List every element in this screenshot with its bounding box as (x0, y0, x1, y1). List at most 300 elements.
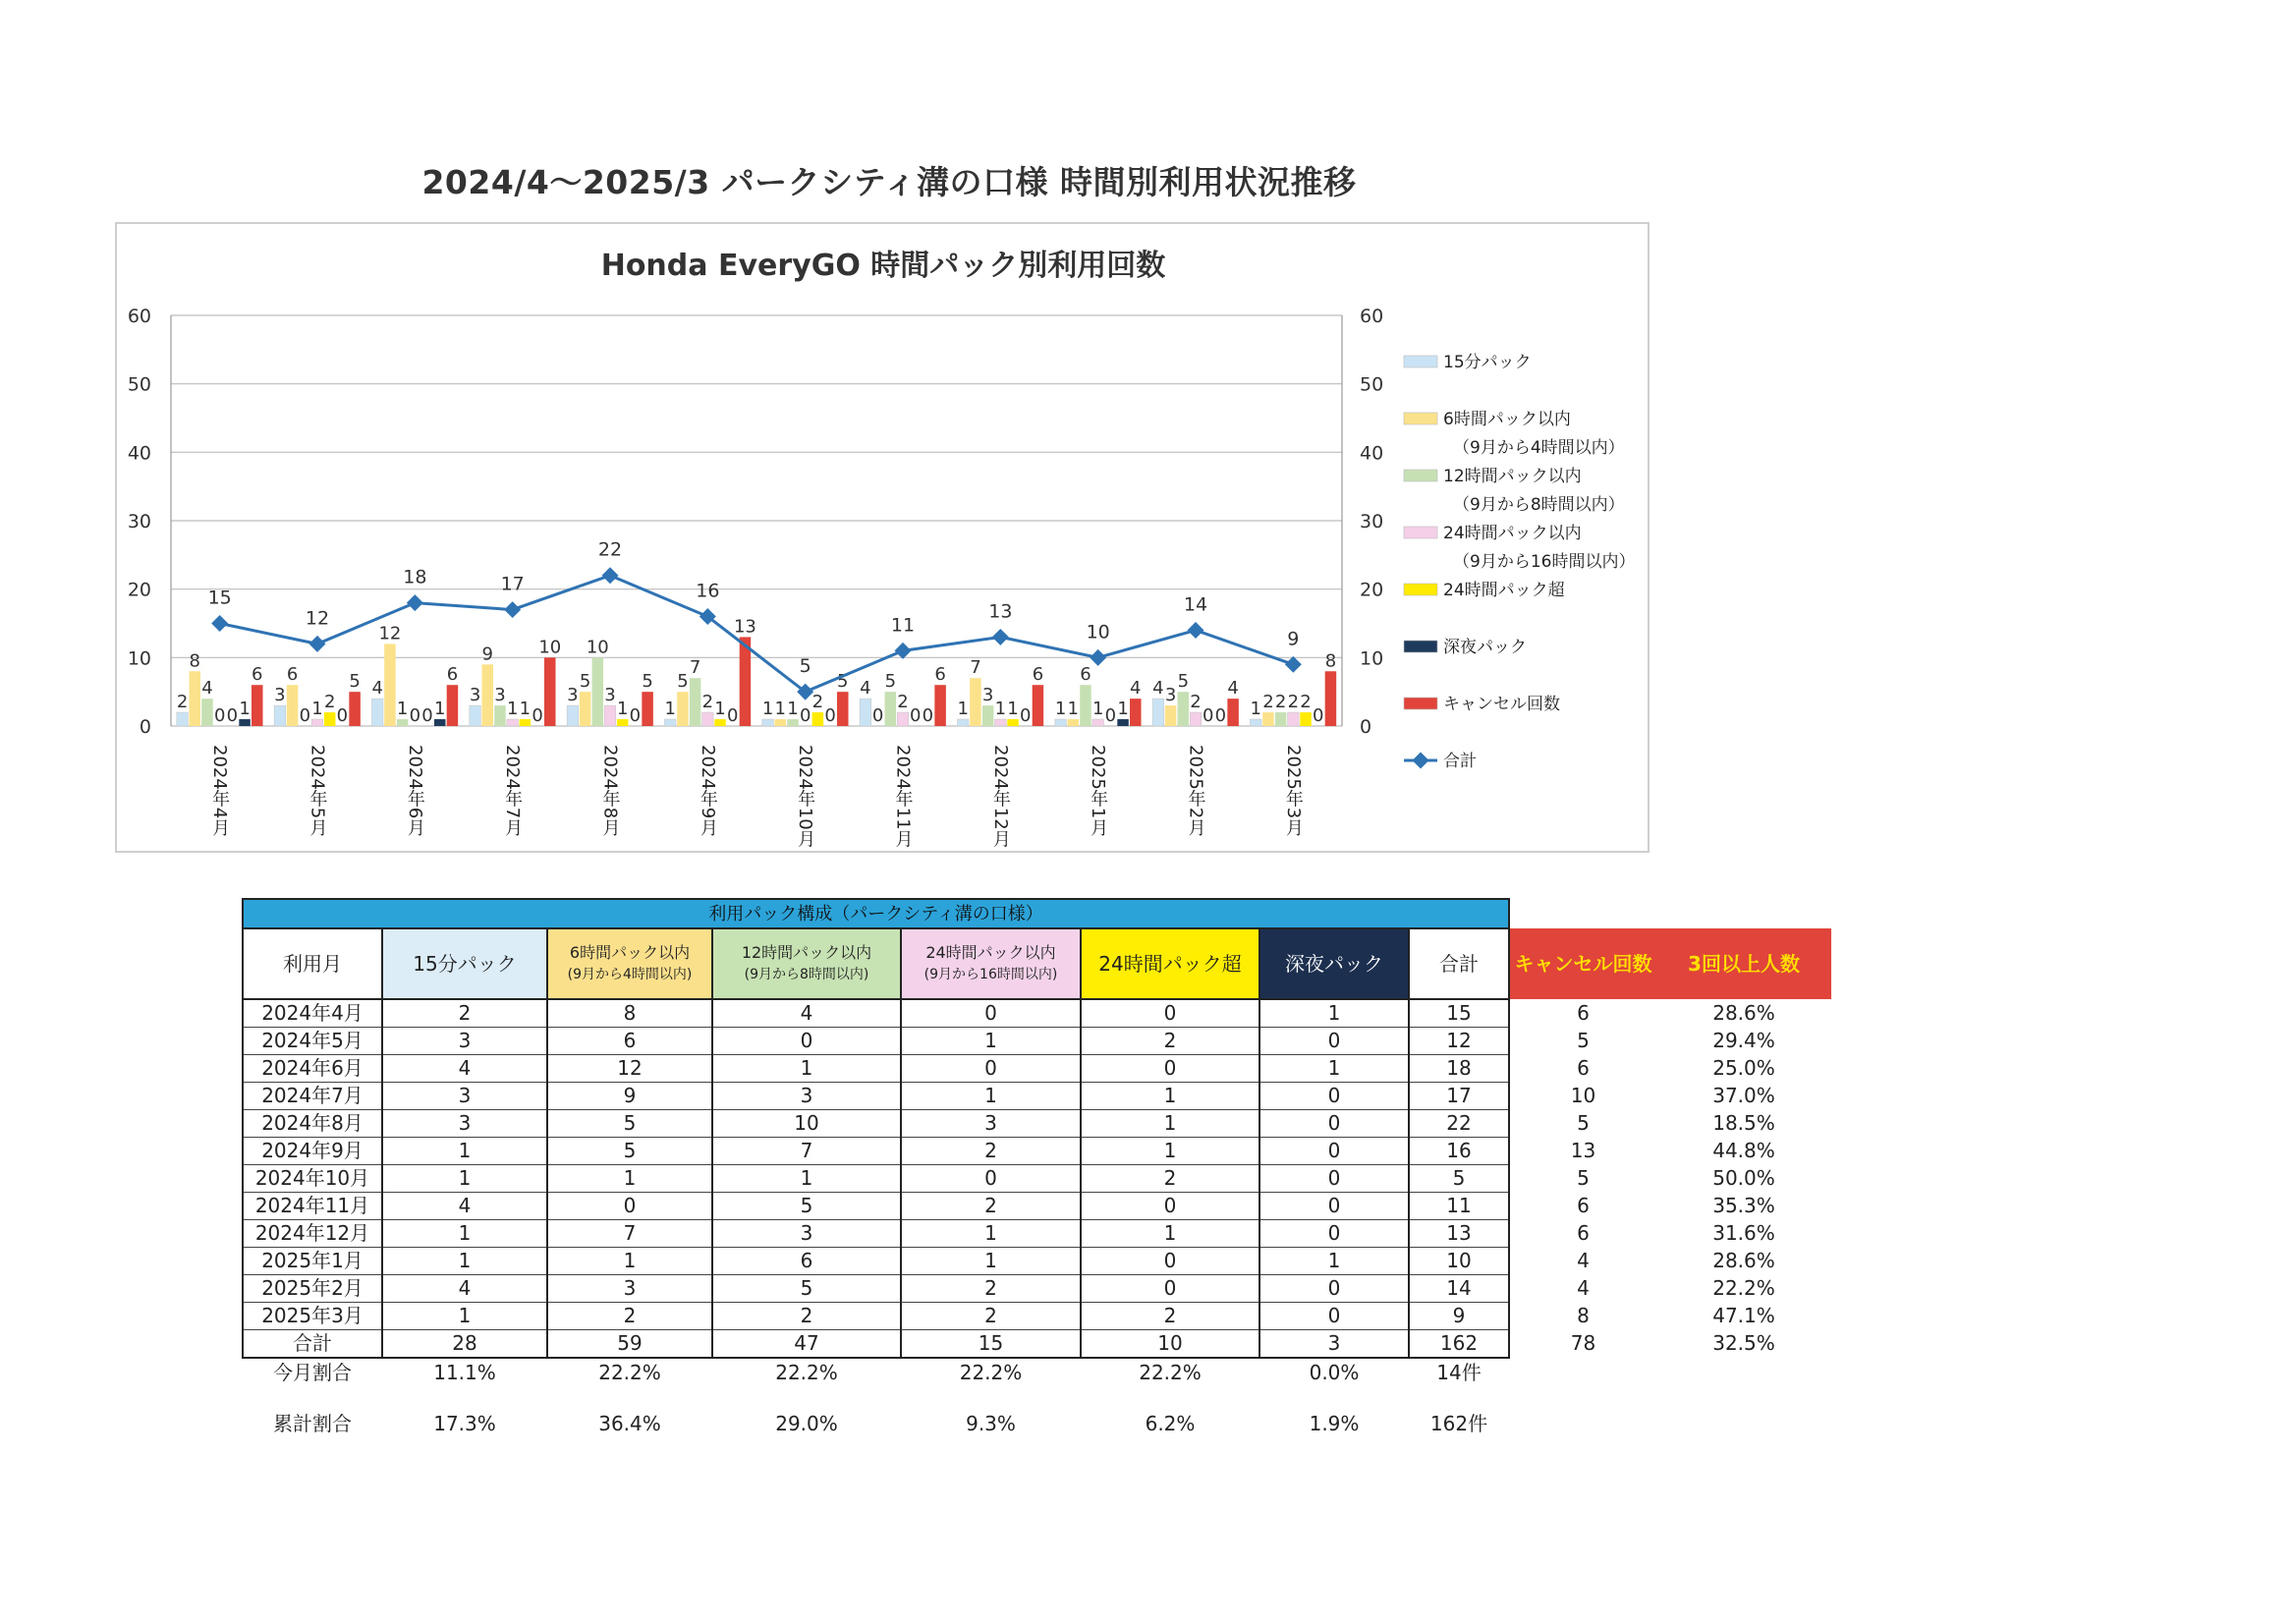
cell-p24o: 2 (1081, 1028, 1259, 1055)
bar-value-label: 2 (1190, 692, 1202, 713)
y-tick-label-left: 10 (127, 647, 151, 670)
bar-p15 (567, 705, 579, 726)
cell-night: 0 (1259, 1165, 1409, 1193)
cell-month: 2024年5月 (243, 1028, 382, 1055)
cell-p24o: 1 (1081, 1220, 1259, 1248)
table-row (243, 1275, 1831, 1303)
x-tick-label: 2025年1月 (1088, 745, 1109, 837)
cell-total: 16 (1409, 1138, 1509, 1165)
bar-value-label: 1 (1054, 699, 1067, 720)
cell-p12h: 7 (712, 1138, 901, 1165)
bar-value-label: 13 (733, 616, 756, 638)
legend-label-p24h: 24時間パック以内 (1443, 524, 1582, 543)
total-point (407, 594, 423, 611)
cell-p15: 3 (382, 1110, 547, 1138)
bar-value-label: 1 (787, 699, 799, 720)
cell-p24h: 1 (901, 1220, 1081, 1248)
cell-p15: 4 (382, 1055, 547, 1083)
bar-value-label: 2 (176, 692, 189, 713)
bar-value-label: 0 (1202, 705, 1214, 726)
cell-month: 累計割合 (273, 1412, 352, 1435)
cell-p12h: 3 (712, 1220, 901, 1248)
cell-p12h: 10 (712, 1110, 901, 1138)
y-tick-label-left: 30 (127, 511, 151, 532)
cell-p12h: 47 (712, 1330, 901, 1359)
bar-value-label: 6 (252, 664, 263, 686)
bar-p6h (287, 685, 299, 726)
cell-month: 2024年9月 (243, 1138, 382, 1165)
header-24h (901, 928, 1081, 999)
bar-value-label: 1 (616, 699, 629, 720)
bar-value-label: 2 (1274, 692, 1287, 713)
legend-label-cancel: キャンセル回数 (1443, 695, 1560, 714)
cell-p6h: 22.2% (598, 1361, 661, 1384)
header-cancel: キャンセル回数 (1509, 928, 1656, 999)
header-repeat: 3回以上人数 (1656, 928, 1831, 999)
cell-p24o: 1 (1081, 1138, 1259, 1165)
bar-value-label: 3 (604, 685, 616, 706)
bar-value-label: 4 (1227, 678, 1239, 700)
bar-value-label: 1 (774, 699, 786, 720)
cell-p24h: 2 (901, 1138, 1081, 1165)
bar-value-label: 6 (1032, 664, 1044, 686)
cell-p15: 1 (382, 1303, 547, 1330)
cell-month: 今月割合 (273, 1361, 352, 1384)
bar-cancel (1325, 671, 1337, 726)
y-tick-label-right: 0 (1360, 716, 1372, 738)
y-tick-label-left: 20 (127, 579, 151, 601)
total-value-label: 11 (890, 614, 916, 637)
bar-p24o (1300, 712, 1312, 726)
cell-month: 2024年4月 (243, 999, 382, 1028)
cell-night: 0 (1259, 1193, 1409, 1220)
x-tick-label: 2024年9月 (697, 745, 718, 837)
bar-cancel (1227, 699, 1239, 726)
cell-cancel: 6 (1577, 1056, 1590, 1080)
header-6h-sub: (9月から4時間以内) (567, 967, 693, 982)
bar-p15 (1250, 719, 1261, 726)
cell-cancel: 78 (1570, 1331, 1596, 1356)
cell-p6h: 59 (547, 1330, 712, 1359)
sum-row (243, 1330, 1831, 1359)
bar-value-label: 0 (909, 705, 922, 726)
total-value-label: 5 (799, 655, 811, 678)
cell-p24o: 2 (1081, 1165, 1259, 1193)
bar-p12h (885, 692, 897, 726)
bar-cancel (1033, 685, 1044, 726)
cell-month: 2025年2月 (243, 1275, 382, 1303)
cell-cancel: 5 (1577, 1166, 1590, 1190)
bar-p6h (580, 692, 591, 726)
cell-total: 15 (1409, 999, 1509, 1028)
bar-p6h (1068, 719, 1080, 726)
cell-p15: 17.3% (433, 1412, 496, 1435)
cell-p12h: 2 (712, 1303, 901, 1330)
cell-cancel (1509, 1358, 1656, 1387)
total-point (1188, 622, 1204, 639)
bar-value-label: 4 (1130, 678, 1142, 700)
cell-night: 3 (1259, 1330, 1409, 1359)
cell-p24o: 0 (1081, 999, 1259, 1028)
bar-value-label: 5 (884, 671, 897, 693)
cell-repeat: 32.5% (1712, 1331, 1775, 1356)
cell-p24h: 1 (901, 1028, 1081, 1055)
bar-p24h (897, 712, 909, 726)
cell-p6h: 5 (547, 1110, 712, 1138)
cell-month: 2024年10月 (243, 1165, 382, 1193)
bar-value-label: 0 (824, 705, 836, 726)
bar-value-label: 2 (897, 692, 909, 713)
bar-p15 (371, 699, 383, 726)
cell-repeat: 37.0% (1712, 1084, 1775, 1107)
cell-repeat: 44.8% (1712, 1139, 1775, 1162)
bar-value-label: 1 (311, 699, 323, 720)
cell-night: 0 (1259, 1028, 1409, 1055)
bar-cancel (642, 692, 653, 726)
cell-cancel: 4 (1577, 1249, 1590, 1272)
cell-total: 14 (1409, 1275, 1509, 1303)
bar-cancel (447, 685, 459, 726)
legend-swatch-p15 (1404, 356, 1437, 367)
cell-cancel: 5 (1577, 1111, 1590, 1135)
spacer-row (243, 1387, 1831, 1411)
bar-value-label: 2 (323, 692, 336, 713)
cell-month: 2024年8月 (243, 1110, 382, 1138)
header-night: 深夜パック (1259, 928, 1409, 999)
bar-value-label: 5 (677, 671, 689, 693)
cell-p24o: 22.2% (1139, 1361, 1202, 1384)
legend-label-night: 深夜パック (1443, 638, 1527, 657)
y-tick-label-left: 60 (127, 306, 151, 327)
cell-repeat: 22.2% (1712, 1276, 1775, 1300)
cell-repeat: 50.0% (1712, 1166, 1775, 1190)
bar-value-label: 0 (629, 705, 642, 726)
cell-p15: 1 (382, 1220, 547, 1248)
header-6h (547, 928, 712, 999)
bar-value-label: 1 (396, 699, 409, 720)
bar-value-label: 12 (378, 623, 402, 644)
y-tick-label-right: 40 (1360, 442, 1384, 465)
bar-cancel (349, 692, 361, 726)
cell-night: 1 (1259, 1055, 1409, 1083)
bar-value-label: 3 (1164, 685, 1177, 706)
cell-repeat: 28.6% (1712, 1249, 1775, 1272)
cell-p6h: 1 (547, 1248, 712, 1275)
cell-p15: 4 (382, 1275, 547, 1303)
cell-p24h: 22.2% (959, 1361, 1023, 1384)
cell-month: 2024年12月 (243, 1220, 382, 1248)
bar-value-label: 3 (981, 685, 994, 706)
bar-p12h (397, 719, 409, 726)
cell-night: 0 (1259, 1220, 1409, 1248)
cell-p15: 11.1% (433, 1361, 496, 1384)
chart-title: Honda EveryGO 時間パック別利用回数 (600, 249, 1166, 283)
cell-month: 合計 (243, 1330, 382, 1359)
cell-p12h: 5 (712, 1275, 901, 1303)
header-month: 利用月 (243, 928, 382, 999)
cell-repeat: 29.4% (1712, 1029, 1775, 1052)
cell-p24o: 0 (1081, 1275, 1259, 1303)
total-point (1285, 656, 1302, 673)
cell-cancel: 13 (1570, 1139, 1596, 1162)
bar-value-label: 0 (1214, 705, 1227, 726)
bar-value-label: 0 (871, 705, 884, 726)
cell-p15: 2 (382, 999, 547, 1028)
cell-p15: 3 (382, 1028, 547, 1055)
table-row (243, 1193, 1831, 1220)
cell-p24o: 6.2% (1145, 1412, 1196, 1435)
x-tick-label: 2025年2月 (1185, 745, 1206, 837)
bar-p15 (470, 705, 481, 726)
cell-p12h: 5 (712, 1193, 901, 1220)
y-tick-label-left: 50 (127, 373, 151, 396)
cell-p6h: 2 (547, 1303, 712, 1330)
bar-cancel (252, 685, 263, 726)
cell-p24h: 0 (901, 1055, 1081, 1083)
cell-p24h: 2 (901, 1303, 1081, 1330)
bar-p12h (592, 657, 604, 726)
legend-swatch-night (1404, 641, 1437, 652)
bar-p12h (690, 678, 701, 726)
total-point (992, 629, 1009, 645)
cell-cancel: 8 (1577, 1304, 1590, 1327)
bar-p24o (714, 719, 726, 726)
table-row (243, 1083, 1831, 1110)
bar-p24h (995, 719, 1006, 726)
cell-p15: 3 (382, 1083, 547, 1110)
bar-cancel (1130, 699, 1142, 726)
cell-month: 2025年3月 (243, 1303, 382, 1330)
cell-cancel: 5 (1577, 1029, 1590, 1052)
total-point (602, 567, 619, 584)
header-24h-sub: (9月から16時間以内) (923, 967, 1058, 982)
cell-repeat (1656, 1411, 1831, 1437)
cell-p6h: 9 (547, 1083, 712, 1110)
bar-value-label: 1 (434, 699, 446, 720)
bar-value-label: 0 (299, 705, 311, 726)
bar-value-label: 7 (689, 657, 701, 679)
cell-p6h: 36.4% (598, 1412, 661, 1435)
cell-month: 2024年6月 (243, 1055, 382, 1083)
bar-value-label: 0 (213, 705, 226, 726)
cell-month: 2025年1月 (243, 1248, 382, 1275)
total-point (504, 601, 521, 618)
bar-p24h (1190, 712, 1202, 726)
cell-total: 162件 (1429, 1412, 1488, 1435)
bar-value-label: 1 (761, 699, 774, 720)
cell-cancel: 6 (1577, 1000, 1590, 1025)
cell-p6h: 1 (547, 1165, 712, 1193)
cell-repeat: 31.6% (1712, 1221, 1775, 1245)
bar-value-label: 0 (336, 705, 349, 726)
bar-p24h (702, 712, 714, 726)
bar-p24h (311, 719, 323, 726)
cell-p15: 28 (382, 1330, 547, 1359)
cell-p12h: 1 (712, 1165, 901, 1193)
table-row (243, 1138, 1831, 1165)
bar-value-label: 7 (970, 657, 981, 679)
cell-repeat: 25.0% (1712, 1056, 1775, 1080)
page-title: 2024/4～2025/3 パークシティ溝の口様 時間別利用状況推移 (421, 163, 1357, 201)
bar-p6h (1165, 705, 1177, 726)
bar-p15 (274, 705, 286, 726)
cell-p24o: 0 (1081, 1193, 1259, 1220)
cell-total: 14件 (1436, 1361, 1482, 1384)
bar-value-label: 2 (1287, 692, 1300, 713)
cell-p24o: 1 (1081, 1083, 1259, 1110)
bar-p15 (1152, 699, 1164, 726)
x-tick-label: 2024年6月 (404, 745, 425, 837)
total-value-label: 14 (1183, 593, 1208, 616)
cell-repeat: 18.5% (1712, 1111, 1775, 1135)
cumulative-ratio-row (243, 1411, 1831, 1437)
legend-swatch-p24h (1404, 527, 1437, 538)
x-tick-label: 2024年7月 (502, 745, 524, 837)
table-row (243, 1303, 1831, 1330)
bar-p12h (1275, 712, 1287, 726)
bar-p24h (507, 719, 519, 726)
bar-value-label: 6 (934, 664, 946, 686)
legend-label-p24o: 24時間パック超 (1443, 581, 1565, 600)
cell-p24o: 0 (1081, 1055, 1259, 1083)
bar-value-label: 0 (409, 705, 421, 726)
month-ratio-row (243, 1358, 1831, 1387)
cell-p6h: 3 (547, 1275, 712, 1303)
cell-p24o: 0 (1081, 1248, 1259, 1275)
bar-value-label: 10 (538, 637, 562, 658)
bar-value-label: 6 (286, 664, 299, 686)
y-tick-label-right: 60 (1360, 306, 1384, 327)
cell-p12h: 3 (712, 1083, 901, 1110)
cell-cancel: 10 (1570, 1084, 1596, 1107)
bar-value-label: 0 (532, 705, 543, 726)
chart-area (115, 222, 1650, 853)
cell-night: 0.0% (1309, 1361, 1360, 1384)
cell-p6h: 5 (547, 1138, 712, 1165)
header-15min: 15分パック (382, 928, 547, 999)
table-row (243, 1248, 1831, 1275)
bar-value-label: 0 (727, 705, 739, 726)
header-12h-label: 12時間パック以内 (741, 943, 872, 962)
bar-value-label: 1 (506, 699, 519, 720)
bar-value-label: 2 (811, 692, 824, 713)
x-tick-label: 2025年3月 (1282, 745, 1304, 837)
bar-value-label: 1 (519, 699, 532, 720)
bar-p24o (520, 719, 532, 726)
legend-swatch-p24o (1404, 584, 1437, 595)
bar-value-label: 0 (1104, 705, 1117, 726)
cell-p24h: 0 (901, 1165, 1081, 1193)
total-point (895, 643, 912, 659)
total-point (1090, 649, 1106, 666)
table-row (243, 999, 1831, 1028)
table-row (243, 1110, 1831, 1138)
cell-p24o: 1 (1081, 1110, 1259, 1138)
bar-p6h (970, 678, 981, 726)
total-value-label: 18 (403, 566, 427, 588)
cell-p12h: 29.0% (775, 1412, 838, 1435)
bar-value-label: 4 (201, 678, 213, 700)
bar-value-label: 2 (1262, 692, 1274, 713)
total-point (211, 615, 228, 632)
legend-sublabel-p24h: （9月から16時間以内） (1453, 552, 1636, 572)
cell-month: 2024年7月 (243, 1083, 382, 1110)
bar-night (434, 719, 446, 726)
bar-value-label: 5 (837, 671, 849, 693)
cell-p6h: 8 (547, 999, 712, 1028)
bar-value-label: 1 (1117, 699, 1129, 720)
bar-value-label: 8 (189, 650, 200, 672)
bar-value-label: 1 (1250, 699, 1261, 720)
cell-cancel (1509, 1411, 1656, 1437)
bar-value-label: 6 (1080, 664, 1091, 686)
bar-value-label: 1 (714, 699, 726, 720)
bar-p6h (1262, 712, 1274, 726)
cell-p6h: 6 (547, 1028, 712, 1055)
bar-value-label: 2 (1300, 692, 1312, 713)
bar-value-label: 5 (579, 671, 591, 693)
bar-p12h (201, 699, 213, 726)
cell-p24o: 2 (1081, 1303, 1259, 1330)
bar-p6h (677, 692, 689, 726)
bar-cancel (544, 657, 556, 726)
cell-p15: 4 (382, 1193, 547, 1220)
bar-value-label: 3 (567, 685, 579, 706)
bar-value-label: 1 (1091, 699, 1104, 720)
legend-swatch-p6h (1404, 413, 1437, 424)
cell-total: 10 (1409, 1248, 1509, 1275)
total-value-label: 13 (988, 600, 1013, 623)
cell-total: 11 (1409, 1193, 1509, 1220)
cell-p12h: 6 (712, 1248, 901, 1275)
bar-value-label: 1 (994, 699, 1007, 720)
cell-p12h: 4 (712, 999, 901, 1028)
cell-p24h: 15 (901, 1330, 1081, 1359)
legend-label-p6h: 6時間パック以内 (1443, 410, 1571, 429)
bar-value-label: 10 (586, 637, 609, 658)
bar-p15 (177, 712, 189, 726)
legend-swatch-p12h (1404, 470, 1437, 481)
bar-p6h (384, 644, 396, 726)
cell-total: 17 (1409, 1083, 1509, 1110)
bar-p24h (1092, 719, 1104, 726)
bar-value-label: 8 (1324, 650, 1337, 672)
table-row (243, 1165, 1831, 1193)
cell-p12h: 1 (712, 1055, 901, 1083)
cell-repeat: 47.1% (1712, 1304, 1775, 1327)
bar-value-label: 5 (349, 671, 361, 693)
table-row (243, 1220, 1831, 1248)
bar-value-label: 4 (371, 678, 383, 700)
cell-total: 5 (1409, 1165, 1509, 1193)
cell-total: 162 (1409, 1330, 1509, 1359)
cell-month: 2024年11月 (243, 1193, 382, 1220)
bar-p12h (787, 719, 799, 726)
cell-p24h: 2 (901, 1193, 1081, 1220)
bar-value-label: 0 (421, 705, 433, 726)
cell-p24h: 2 (901, 1275, 1081, 1303)
cell-total: 9 (1409, 1303, 1509, 1330)
bar-p12h (1178, 692, 1190, 726)
usage-table (242, 898, 1831, 1437)
bar-cancel (837, 692, 849, 726)
bar-value-label: 3 (494, 685, 506, 706)
cell-p24o: 10 (1081, 1330, 1259, 1359)
cell-cancel: 6 (1577, 1194, 1590, 1217)
header-12h (712, 928, 901, 999)
cell-p6h: 12 (547, 1055, 712, 1083)
legend-marker-total (1413, 753, 1429, 769)
